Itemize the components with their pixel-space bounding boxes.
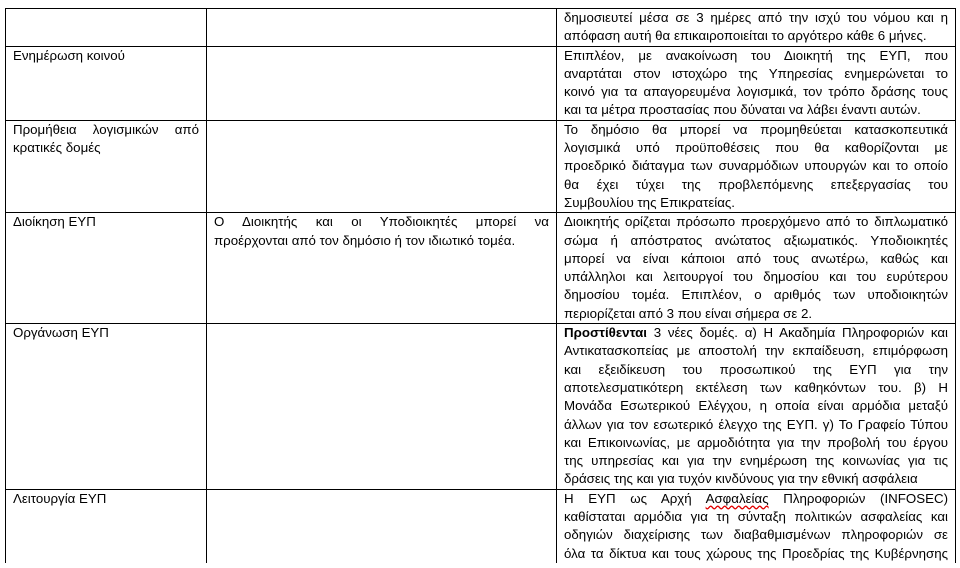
middle-column-cell[interactable] (207, 46, 557, 120)
table-row (6, 46, 956, 120)
text-line: απόφαση αυτή θα επικαιροποιείται το αργότερο κάθε 6 μήνες. (564, 28, 927, 44)
text-line: Ο Διοικητής και οι Υποδιοικητές μπορεί να (214, 214, 549, 230)
text-line: Προμήθεια λογισμικών από (13, 121, 199, 137)
text-line: θα έχει τύχει της προβλεπόμενης επεξεργασίας του (564, 176, 948, 192)
text-line: οδηγιών διαχείρισης των διαβαθμισμένων πληροφοριών σε (564, 527, 948, 543)
table-row (6, 213, 956, 324)
topic-cell[interactable] (6, 9, 207, 47)
right-column-cell[interactable] (557, 213, 956, 324)
table-row (6, 489, 956, 563)
text-line: Το δημόσιο θα μπορεί να προμηθεύεται κατασκοπευτικά (564, 121, 948, 137)
text-span: Η ΕΥΠ ως Αρχή (564, 490, 706, 506)
text-line: λογισμικά υπό προϋποθέσεις που θα καθορίζονται με (564, 140, 948, 156)
text-line: υπάλληλοι και λειτουργοί του δημοσίου και του ευρύτερου (564, 269, 948, 285)
text-line: δράσεις της και για τυχόν κινδύνους για την εθνική ασφάλεια (564, 471, 918, 487)
text-line: Λειτουργία ΕΥΠ (13, 490, 107, 506)
text-line: Οργάνωση ΕΥΠ (13, 325, 109, 341)
bold-text: Προστίθενται (564, 325, 648, 341)
table-body (6, 9, 956, 563)
text-line: αναρτάται στον ιστοχώρο της Υπηρεσίας ενημερώνεται το (564, 65, 948, 81)
text-line: δημοσίου τομέα. Επιπλέον, ο αριθμός των υποδιοικητών (564, 287, 948, 303)
text-line (564, 490, 948, 508)
text-line: προέρχονται από τον δημόσιο ή τον ιδιωτικό τομέα. (214, 232, 516, 248)
topic-cell[interactable] (6, 213, 207, 324)
text-line: και Επικοινωνίας, με αρμοδιότητα για την προβολή του έργου (564, 434, 948, 450)
text-span: Πληροφοριών (INFOSEC) (768, 490, 948, 506)
text-line (564, 324, 948, 342)
text-line: καθίσταται αρμόδια για τη σύνταξη πολιτικών ασφαλείας και (564, 509, 948, 525)
text-line: μπορεί να είναι κάποιοι από τους ανωτέρω, καθώς και (564, 250, 948, 266)
table-row (6, 9, 956, 47)
right-column-cell[interactable] (557, 489, 956, 563)
topic-cell[interactable] (6, 46, 207, 120)
middle-column-cell[interactable] (207, 324, 557, 490)
right-column-cell[interactable] (557, 324, 956, 490)
text-line: άλλων για τον εσωτερικό έλεγχο της ΕΥΠ. γ) Το Γραφείο Τύπου (564, 416, 948, 432)
text-line: Διοίκηση ΕΥΠ (13, 214, 96, 230)
table-row (6, 120, 956, 212)
table-row (6, 324, 956, 490)
topic-cell[interactable] (6, 489, 207, 563)
text-line: Συμβουλίου της Επικρατείας. (564, 194, 736, 210)
text-line: όλα τα δίκτυα και τους χώρους της Προεδρίας της Κυβέρνησης (564, 545, 948, 561)
middle-column-cell[interactable] (207, 9, 557, 47)
right-column-cell[interactable] (557, 120, 956, 212)
text-line: της υπηρεσίας και για την ενημέρωση της κοινωνίας για τις (564, 453, 948, 469)
text-line: κοινό για τα απαγορευμένα λογισμικά, τον τρόπο δράσης τους (564, 84, 948, 100)
text-line: Ενημέρωση κοινού (13, 47, 125, 63)
text-line: και τα μέτρα προστασίας που δύναται να λάβει έναντι αυτών. (564, 102, 921, 118)
document-table (5, 8, 956, 563)
text-line: δημοσιευτεί μέσα σε 3 ημέρες από την ισχύ του νόμου και η (564, 10, 948, 25)
middle-column-cell[interactable] (207, 120, 557, 212)
text-line: Αντικατασκοπείας με αποστολή την εκπαίδευση, επιμόρφωση (564, 343, 948, 359)
misspelled-word[interactable]: Ασφαλείας (705, 490, 769, 506)
right-column-cell[interactable] (557, 9, 956, 47)
middle-column-cell[interactable] (207, 489, 557, 563)
text-line: Μονάδα Εσωτερικού Ελέγχου, η οποία είναι αρμόδια μεταξύ (564, 398, 948, 414)
right-column-cell[interactable] (557, 46, 956, 120)
text-line: περιορίζεται από 3 που είναι σήμερα σε 2. (564, 305, 813, 321)
topic-cell[interactable] (6, 120, 207, 212)
text-line: Διοικητής ορίζεται πρόσωπο προερχόμενο από το διπλωματικό (564, 214, 948, 230)
text-line: προεδρικό διάταγμα των συναρμόδιων υπουργών και το οποίο (564, 158, 948, 174)
text-line: Επιπλέον, με ανακοίνωση του Διοικητή της ΕΥΠ, που (564, 47, 948, 63)
text-line: κρατικές δομές (13, 140, 101, 156)
middle-column-cell[interactable] (207, 213, 557, 324)
text-line: αποτελεσματικότερη εκτέλεση των καθηκόντων του. β) Η (564, 379, 948, 395)
text-span: 3 νέες δομές. α) Η Ακαδημία Πληροφοριών και (647, 325, 948, 341)
text-line: και εξειδίκευση του προσωπικού της ΕΥΠ για την (564, 361, 948, 377)
topic-cell[interactable] (6, 324, 207, 490)
text-line: σώμα ή απόστρατος ανώτατος αξιωματικός. Υποδιοικητές (564, 232, 948, 248)
